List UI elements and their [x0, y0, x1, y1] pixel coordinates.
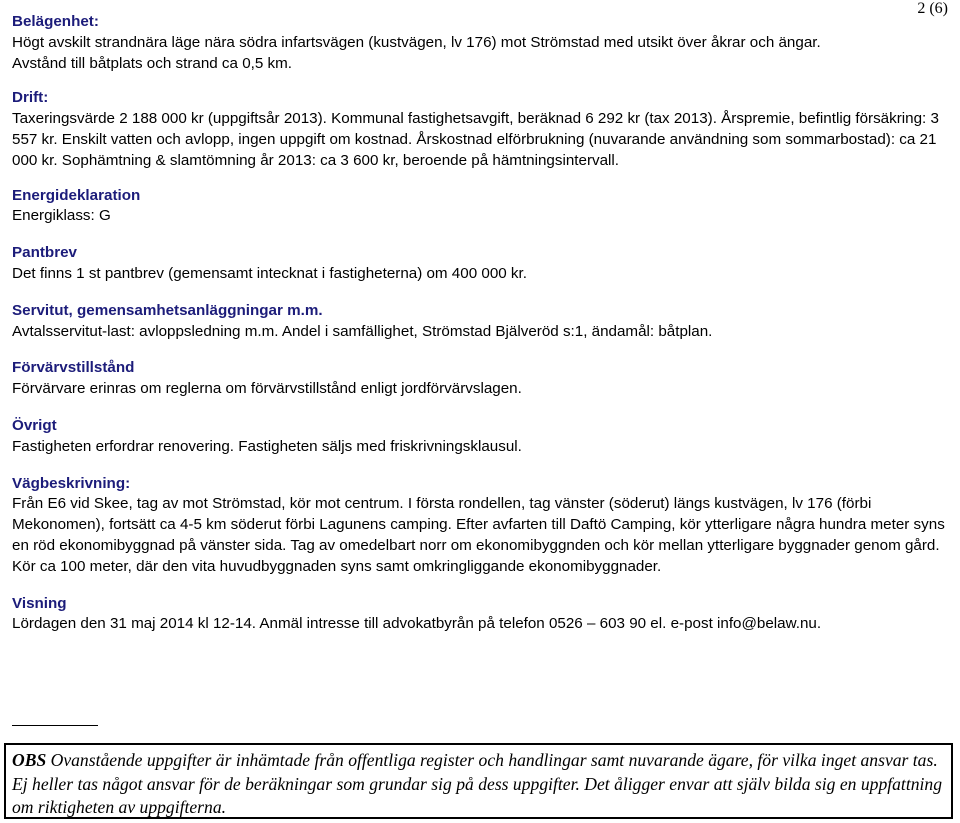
section-text: Förvärvare erinras om reglerna om förvärvstillstånd enligt jordförvärvslagen. [12, 380, 522, 398]
spacer [12, 74, 952, 88]
section-text: Det finns 1 st pantbrev (gemensamt intecknat i fastigheterna) om 400 000 kr. [12, 264, 527, 282]
section-heading: Förvärvstillstånd [12, 359, 135, 377]
section-text-line: Högt avskilt strandnära läge nära södra infartsvägen (kustvägen, lv 176) mot Strömstad med utsikt över åkrar och ängar. [12, 33, 821, 51]
section-heading: Servitut, gemensamhetsanläggningar m.m. [12, 301, 323, 319]
section-text: Från E6 vid Skee, tag av mot Strömstad, kör mot centrum. I första rondellen, tag vänster (söderut) längs kustvägen, lv 176 (förbi Mekonomen), fortsätt ca 4-5 km söderut förbi Lagunens camping. Efter avfarten till Daftö Camping, kör ytterligare några hundra meter syns en röd ekonomibyggnad på vänster sida. Tag av omedelbart norr om ekonomibyggnden och kör mellan ytterligare byggnader genom gård. Kör ca 100 meter, där den vita huvudbyggnaden syns samt omkringliggande ekonomibyggnader. [12, 495, 945, 575]
section-vagbeskrivning [12, 474, 952, 578]
section-text: Taxeringsvärde 2 188 000 kr (uppgiftsår 2013). Kommunal fastighetsavgift, beräknad 6 292 kr (tax 2013). Årspremie, befintlig försäkring: 3 557 kr. Enskilt vatten och avlopp, ingen uppgift om kostnad. Årskostnad elförbrukning (nuvarande användning som sommarbostad): ca 21 000 kr. Sophämtning & slamtömning år 2013: ca 3 600 kr, beroende på hämtningsintervall. [12, 110, 939, 169]
spacer [12, 172, 952, 186]
section-text-line: Avstånd till båtplats och strand ca 0,5 km. [12, 54, 292, 72]
section-energideklaration [12, 186, 952, 228]
section-heading: Pantbrev [12, 244, 77, 262]
section-belagenhet [12, 12, 952, 74]
section-text: Fastigheten erfordrar renovering. Fastigheten säljs med friskrivningsklausul. [12, 437, 522, 455]
section-drift [12, 88, 952, 171]
section-ovrigt [12, 416, 952, 458]
section-text: Energiklass: G [12, 207, 111, 225]
spacer [12, 458, 952, 474]
section-heading: Vägbeskrivning: [12, 474, 131, 492]
disclaimer-label: OBS [12, 750, 51, 770]
section-heading: Övrigt [12, 416, 57, 434]
section-text: Lördagen den 31 maj 2014 kl 12-14. Anmäl intresse till advokatbyrån på telefon 0526 – 603 90 el. e-post info@belaw.nu. [12, 615, 822, 633]
spacer [12, 578, 952, 594]
page-number: 2 (6) [917, 0, 948, 17]
spacer [12, 400, 952, 416]
spacer [12, 227, 952, 243]
section-pantbrev [12, 243, 952, 285]
spacer [12, 285, 952, 301]
spacer [12, 342, 952, 358]
separator-rule [12, 725, 98, 726]
section-heading: Belägenhet: [12, 13, 99, 30]
section-servitut [12, 301, 952, 343]
section-forvarvstillstand [12, 358, 952, 400]
section-heading: Energideklaration [12, 186, 141, 204]
section-heading: Drift: [12, 89, 49, 107]
disclaimer-text: Ovanstående uppgifter är inhämtade från offentliga register och handlingar samt nuvarande ägare, för vilka inget ansvar tas. Ej heller tas något ansvar för de beräkningar som grundar sig på dess uppgifter. Det åligger envar att själv bilda sig en uppfattning om riktigheten av uppgifterna. [12, 750, 942, 817]
section-text: Avtalsservitut-last: avloppsledning m.m. Andel i samfällighet, Strömstad Bjälveröd s:1, ändamål: båtplan. [12, 322, 713, 340]
document-body [12, 12, 952, 635]
section-visning [12, 594, 952, 636]
section-heading: Visning [12, 594, 67, 612]
disclaimer-box [4, 743, 953, 819]
